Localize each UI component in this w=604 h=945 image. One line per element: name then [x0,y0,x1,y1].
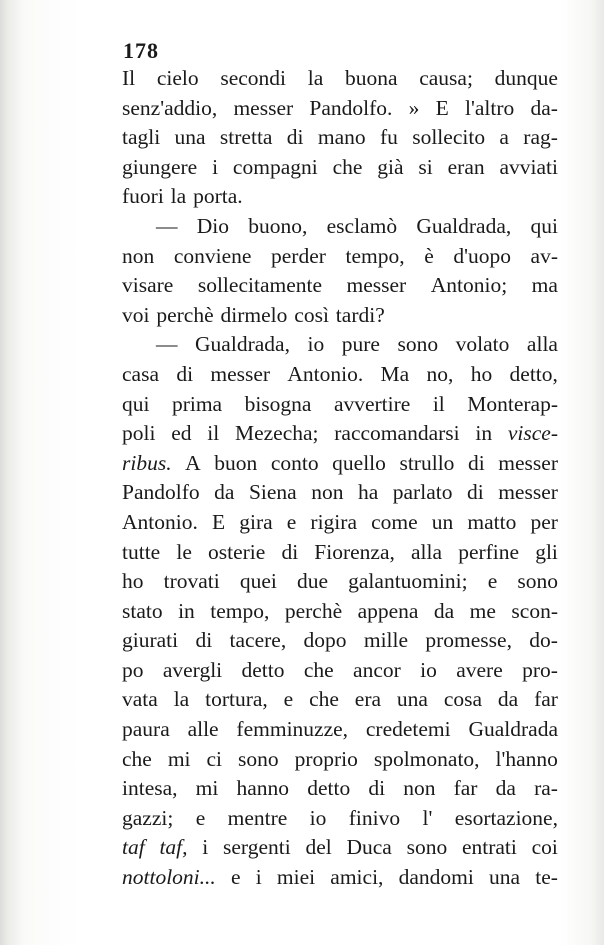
word: poli [122,421,156,446]
word: pure [341,332,380,357]
text-line [122,804,558,834]
text-line [122,182,558,212]
word: le [176,539,192,564]
word: intesa, [122,776,178,801]
text-line [122,478,558,508]
word: spolmonato, [373,746,480,771]
word: Gualdrada [468,717,558,742]
word: te- [535,865,558,890]
word: » [408,95,420,120]
word: coi [531,835,558,860]
word: i [255,865,262,890]
word: taf [122,835,145,860]
word: tutte [122,539,161,564]
word: Pandolfo. [309,95,393,120]
word: Monterap- [467,391,558,416]
body-text [122,64,558,893]
word: galantuomini; [348,569,468,594]
word: e [286,509,297,534]
text-line [122,626,558,656]
word: no, [426,361,454,386]
word: messer [210,361,271,386]
word: Antonio; [430,273,508,298]
word: qui [122,391,150,416]
word: stato [122,598,163,623]
word: strullo [399,450,455,475]
word: già [377,154,404,179]
word: tortura, [205,687,268,712]
text-line [122,538,558,568]
word: tacere, [229,628,287,653]
word: causa; [419,66,473,90]
word: rag- [523,125,558,150]
word: d'uopo [453,243,511,268]
text-line [122,271,558,301]
word: detto [241,657,285,682]
word: gazzi; [122,805,174,830]
word: e [195,805,206,830]
word: Gualdrada, [416,213,512,238]
word: sollecito [412,125,486,150]
text-line [122,419,558,449]
text-line [122,123,558,153]
word: amici, [330,865,384,890]
word: qui [530,213,558,238]
word: messer [346,273,407,298]
word: quei [239,569,277,594]
word: prima [171,391,223,416]
word: buon [214,450,258,475]
word: giurati [122,628,179,653]
word: finivo [348,805,401,830]
word: ma [531,273,558,298]
word: di [286,125,304,150]
word: giungere [122,154,198,179]
word: raccomandarsi [334,421,460,446]
word: per [530,509,558,534]
word: ribus. [122,450,172,475]
text-line [122,597,558,627]
word: detto, [509,361,558,386]
word: così [294,302,329,327]
word: buona [344,66,398,90]
word: è [424,243,434,268]
word: alla [411,539,443,564]
word: io [420,657,437,682]
word: da [214,480,235,505]
word: — [156,213,178,238]
word: tardi? [335,302,385,327]
word: non [122,243,155,268]
word: di [195,628,213,653]
word: quello [332,450,386,475]
word: di [467,450,485,475]
text-line [122,449,558,479]
word: E [435,95,449,120]
word: l'hanno [495,746,558,771]
word: due [296,569,329,594]
word: — [156,332,178,357]
word: da- [530,95,558,120]
word: detto [307,776,351,801]
text-line [122,745,558,775]
word: di [368,776,386,801]
text-line [122,656,558,686]
word: gira [239,509,273,534]
word: do- [529,628,558,653]
word: una [396,687,428,712]
word: la [307,66,324,90]
word: Mezecha; [234,421,319,446]
text-line [122,153,558,183]
text-line [122,685,558,715]
word: far [534,687,558,712]
word: sono [397,332,439,357]
word: ra- [534,776,558,801]
word: esortazione, [454,805,558,830]
word: che [309,687,339,712]
word: porta. [193,184,243,209]
word: conviene [173,243,252,268]
word: stretta [219,125,273,150]
word: voi [122,302,150,327]
word: e [283,687,294,712]
text-line [122,390,558,420]
word: mi [195,776,219,801]
word: del [305,835,332,860]
word: da [495,776,516,801]
text-line [122,833,558,863]
word: mille [363,628,409,653]
word: entrati [461,835,517,860]
word: non [403,776,436,801]
word: Antonio. [122,509,198,534]
word: volato [455,332,510,357]
word: dandomi [398,865,474,890]
word: me [469,598,496,623]
word: sono [517,569,558,594]
page-gutter-shadow [0,0,22,945]
word: ed [171,421,192,446]
word: avviati [499,154,558,179]
word: cielo [156,66,199,90]
word: l'altro [465,95,515,120]
word: non [311,480,344,505]
word: paura [122,717,170,742]
word: femminuzze, [236,717,349,742]
word: perchè [156,302,214,327]
word: ci [206,746,223,771]
word: scon- [511,598,558,623]
text-line [122,567,558,597]
word: messer [498,450,558,475]
word: alla [526,332,558,357]
word: di [281,539,299,564]
word: la [173,687,190,712]
word: e [487,569,498,594]
word: Pandolfo [122,480,200,505]
word: Siena [248,480,297,505]
word: messer [233,95,294,120]
word: hanno [236,776,290,801]
word: una [489,865,521,890]
text-line [122,863,558,893]
word: conto [270,450,319,475]
word: Il [122,66,136,90]
word: promesse, [425,628,512,653]
word: sollecitamente [197,273,323,298]
word: eran [447,154,485,179]
word: bisogna [244,391,312,416]
word: ho [122,569,144,594]
text-line [122,715,558,745]
word: si [418,154,433,179]
word: fuori [122,184,164,209]
word: che [303,657,334,682]
word: tagli [122,125,161,150]
word: nottoloni... [122,865,216,890]
word: parlato [392,480,453,505]
word: sono [237,746,279,771]
word: A [185,450,201,475]
text-line [122,774,558,804]
word: l' [422,805,433,830]
word: io [307,332,325,357]
word: Duca [346,835,392,860]
word: da [433,598,455,623]
word: E [211,509,226,534]
word: tempo, [210,598,270,623]
word: dopo [303,628,347,653]
text-line [122,301,558,331]
word: esclamò [326,213,398,238]
word: mentre [227,805,288,830]
word: alle [187,717,219,742]
word: in [178,598,195,623]
text-line [122,212,558,242]
word: Antonio. [287,361,364,386]
word: rigira [310,509,357,534]
word: che [332,154,363,179]
word: visare [122,273,174,298]
word: che [122,746,152,771]
word: casa [122,361,159,386]
word: senz'addio, [122,95,218,120]
word: ha [357,480,379,505]
word: di [176,361,194,386]
word: proprio [294,746,358,771]
word: era [354,687,382,712]
text-line [122,94,558,124]
word: Fiorenza, [314,539,395,564]
word: un [431,509,454,534]
text-line [122,360,558,390]
word: perder [271,243,326,268]
word: cosa [443,687,483,712]
word: tempo, [345,243,405,268]
word: appena [357,598,419,623]
word: in [475,421,493,446]
word: Gualdrada, [195,332,290,357]
page-number: 178 [123,38,159,63]
word: taf, [159,835,188,860]
word: di [466,480,484,505]
word: po [122,657,144,682]
word: fu [379,125,398,150]
word: i [202,835,209,860]
word: buono, [248,213,308,238]
word: matto [467,509,517,534]
text-line [122,330,558,360]
word: Ma [380,361,410,386]
word: gli [535,539,558,564]
text-line [122,64,558,94]
word: i [212,154,219,179]
word: a [499,125,509,150]
word: da [497,687,519,712]
word: far [453,776,478,801]
word: sono [406,835,448,860]
word: e [230,865,241,890]
word: avvertire [333,391,411,416]
word: compagni [232,154,318,179]
word: il [207,421,220,446]
word: avergli [162,657,223,682]
word: ho [470,361,493,386]
word: osterie [208,539,266,564]
word: una [174,125,206,150]
word: perchè [284,598,343,623]
word: pro- [522,657,558,682]
word: miei [276,865,316,890]
word: vata [122,687,158,712]
word: mi [167,746,191,771]
word: secondi [220,66,287,90]
word: come [371,509,418,534]
word: avere [456,657,503,682]
word: sergenti [223,835,291,860]
word: mano [317,125,366,150]
word: perfine [458,539,520,564]
word: dunque [494,66,558,90]
word: io [309,805,327,830]
text-line [122,508,558,538]
word: la [170,184,187,209]
word: ancor [353,657,401,682]
word: messer [498,480,558,505]
word: visce- [507,421,558,446]
word: credetemi [365,717,451,742]
word: il [432,391,445,416]
word: trovati [163,569,220,594]
word: Dio [196,213,229,238]
word: dirmelo [220,302,288,327]
word: av- [530,243,558,268]
text-line [122,242,558,272]
